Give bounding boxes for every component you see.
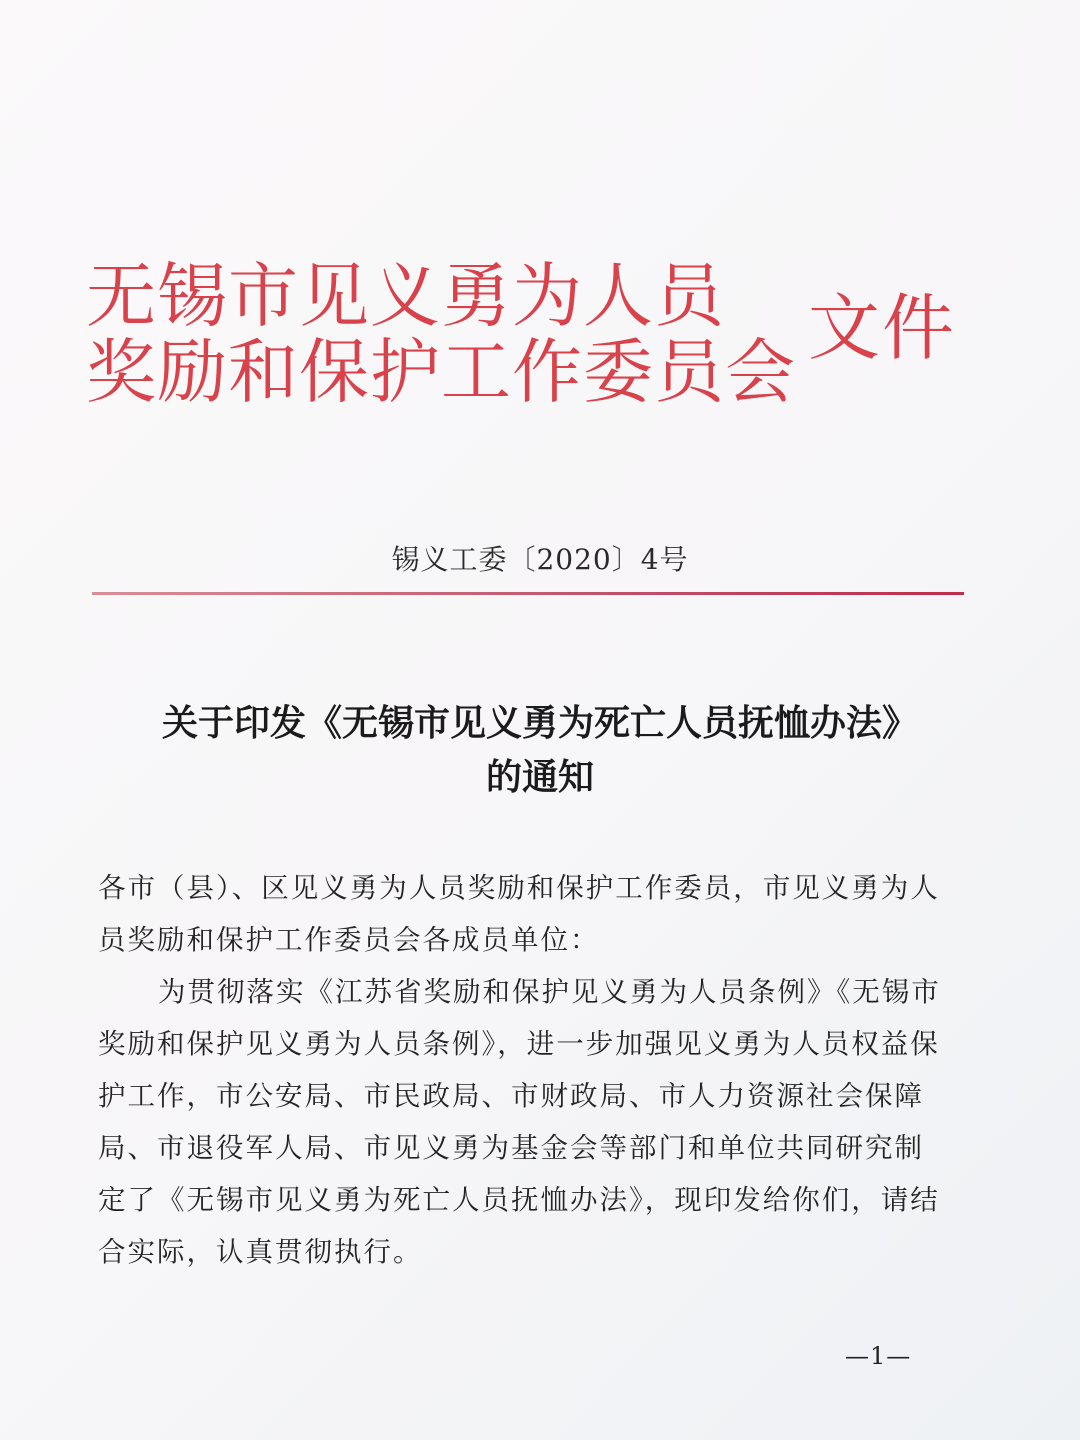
- issuer-name-line-1: 无锡市见义勇为人员: [86, 255, 725, 337]
- document-title: [0, 696, 1080, 804]
- title-line-1: 关于印发《无锡市见义勇为死亡人员抚恤办法》: [161, 702, 918, 744]
- issuer-name-line-2: 奖励和保护工作委员会: [86, 331, 796, 413]
- document-body: [98, 862, 948, 1278]
- body-line-4: 局、市退役军人局、市见义勇为基金会等部门和单位共同研究制: [98, 1132, 924, 1164]
- document-number: 锡义工委〔2020〕4号: [391, 543, 689, 576]
- body-line-2: 奖励和保护见义勇为人员条例》，进一步加强见义勇为人员权益保: [98, 1028, 940, 1060]
- body-line-1: 为贯彻落实《江苏省奖励和保护见义勇为人员条例》《无锡市: [158, 976, 941, 1008]
- addressee-line-1: 各市（县）、区见义勇为人员奖励和保护工作委员，市见义勇为人: [98, 872, 940, 904]
- title-line-2: 的通知: [485, 756, 594, 798]
- issuer-masthead: [86, 255, 796, 413]
- body-line-5: 定了《无锡市见义勇为死亡人员抚恤办法》，现印发给你们，请结: [98, 1184, 940, 1216]
- page-number: —1—: [845, 1342, 912, 1370]
- body-line-3: 护工作，市公安局、市民政局、市财政局、市人力资源社会保障: [98, 1080, 924, 1112]
- body-line-6: 合实际，认真贯彻执行。: [98, 1236, 423, 1268]
- addressee-line-2: 员奖励和保护工作委员会各成员单位：: [98, 924, 600, 956]
- red-divider: [92, 592, 964, 595]
- issuer-suffix: 文件: [808, 286, 957, 370]
